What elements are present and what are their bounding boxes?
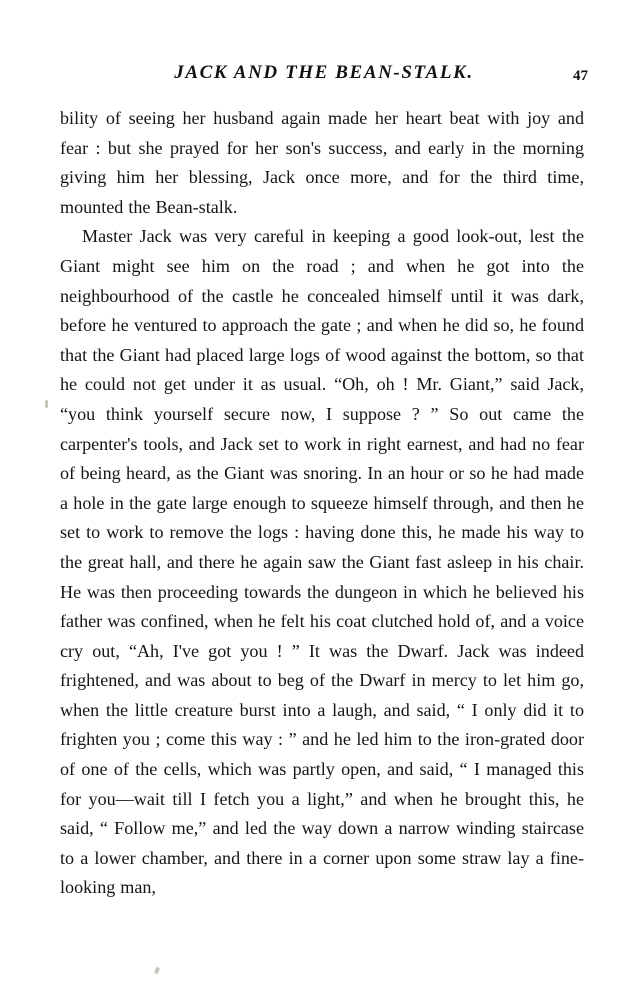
page-speck — [45, 400, 48, 408]
paragraph: bility of seeing her husband again made her heart beat with joy and fear : but she prayed for her son's success, and early in the morning giving him her blessing, Jack once more, and for the third time, mounted the Bean-stalk. — [60, 108, 584, 217]
page-number: 47 — [573, 68, 588, 84]
running-title: JACK AND THE BEAN-STALK. — [174, 62, 474, 83]
body-text — [60, 104, 584, 903]
paragraph: Master Jack was very careful in keeping a good look-out, lest the Giant might see him on the road ; and when he got into the neighbourhood of the castle he concealed himself until it was dark, before he ventured to approach the gate ; and when he did so, he found that the Giant had placed large logs of wood against the bottom, so that he could not get under it as usual. “Oh, oh ! Mr. Giant,” said Jack, “you think yourself secure now, I suppose ? ” So out came the carpenter's tools, and Jack set to work in right earnest, and had no fear of being heard, as the Giant was snoring. In an hour or so he had made a hole in the gate large enough to squeeze himself through, and then he set to work to remove the logs : having done this, he made his way to the great hall, and there he again saw the Giant fast asleep in his chair. He was then proceeding towards the dungeon in which he believed his father was confined, when he felt his coat clutched hold of, and a voice cry out, “Ah, I've got you ! ” It was the Dwarf. Jack was indeed frightened, and was about to beg of the Dwarf in mercy to let him go, when the little creature burst into a laugh, and said, “ I only did it to frighten you ; come this way : ” and he led him to the iron-grated door of one of the cells, which was partly open, and said, “ I managed this for you—wait till I fetch you a light,” and when he brought this, he said, “ Follow me,” and led the way down a narrow winding staircase to a lower chamber, and there in a corner upon some straw lay a fine-looking man, — [60, 226, 584, 898]
page-speck — [154, 967, 160, 975]
page-header — [60, 62, 588, 90]
